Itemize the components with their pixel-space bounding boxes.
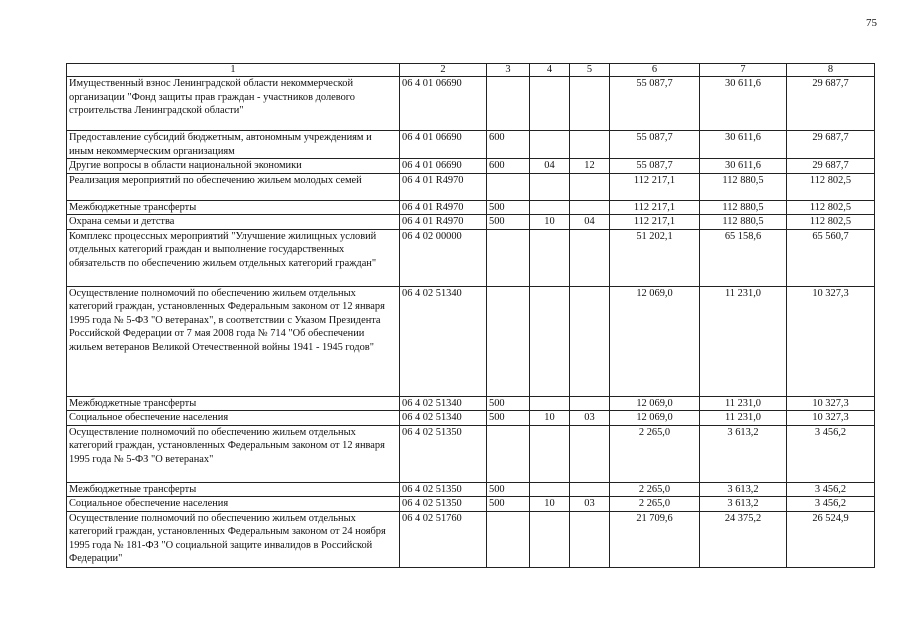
cell-code: 06 4 02 51340 <box>400 396 487 411</box>
cell-c5 <box>570 396 610 411</box>
cell-c5 <box>570 286 610 396</box>
cell-v6: 112 217,1 <box>610 173 700 200</box>
table-row <box>67 411 875 426</box>
table-row <box>67 286 875 396</box>
table-row <box>67 482 875 497</box>
table-row <box>67 131 875 159</box>
cell-v6: 12 069,0 <box>610 286 700 396</box>
cell-v8: 26 524,9 <box>787 511 875 567</box>
cell-v8: 3 456,2 <box>787 482 875 497</box>
cell-code: 06 4 02 51350 <box>400 425 487 482</box>
cell-code: 06 4 01 R4970 <box>400 173 487 200</box>
cell-c3 <box>487 229 530 286</box>
cell-v7: 11 231,0 <box>700 286 787 396</box>
cell-c3: 600 <box>487 159 530 174</box>
cell-c3: 500 <box>487 215 530 230</box>
table-row <box>67 173 875 200</box>
cell-v7: 112 880,5 <box>700 200 787 215</box>
cell-c5: 04 <box>570 215 610 230</box>
cell-v6: 2 265,0 <box>610 425 700 482</box>
cell-v6: 12 069,0 <box>610 411 700 426</box>
cell-c3: 500 <box>487 482 530 497</box>
cell-v8: 65 560,7 <box>787 229 875 286</box>
cell-name: Межбюджетные трансферты <box>67 396 400 411</box>
table-row <box>67 497 875 512</box>
cell-name: Предоставление субсидий бюджетным, автономным учреждениям и иным некоммерческим организациям <box>67 131 400 159</box>
cell-v7: 65 158,6 <box>700 229 787 286</box>
cell-v6: 112 217,1 <box>610 215 700 230</box>
cell-c4: 10 <box>530 215 570 230</box>
cell-code: 06 4 01 06690 <box>400 159 487 174</box>
cell-name: Осуществление полномочий по обеспечению жильем отдельных категорий граждан, установленных Федеральным законом от 12 января 1995 года № 5-ФЗ "О ветеранах" <box>67 425 400 482</box>
cell-v8: 29 687,7 <box>787 131 875 159</box>
cell-v7: 11 231,0 <box>700 396 787 411</box>
page-number: 75 <box>866 17 877 29</box>
cell-v8: 29 687,7 <box>787 159 875 174</box>
cell-c5 <box>570 131 610 159</box>
cell-v8: 112 802,5 <box>787 200 875 215</box>
cell-c4 <box>530 229 570 286</box>
header-row <box>67 64 875 77</box>
table-row <box>67 425 875 482</box>
cell-c4 <box>530 396 570 411</box>
cell-name: Осуществление полномочий по обеспечению жильем отдельных категорий граждан, установленных Федеральным законом от 24 ноября 1995 года № 181-ФЗ "О социальной защите инвалидов в Российской Федерации" <box>67 511 400 567</box>
cell-c4 <box>530 77 570 131</box>
cell-name: Имущественный взнос Ленинградской области некоммерческой организации "Фонд защиты прав граждан - участников долевого строительства Ленинградской области" <box>67 77 400 131</box>
cell-name: Охрана семьи и детства <box>67 215 400 230</box>
budget-table <box>66 63 875 568</box>
table-body <box>67 77 875 568</box>
cell-v8: 10 327,3 <box>787 286 875 396</box>
cell-c4: 04 <box>530 159 570 174</box>
cell-v6: 12 069,0 <box>610 396 700 411</box>
cell-c3: 500 <box>487 396 530 411</box>
header-col-3: 3 <box>487 64 530 77</box>
cell-c4 <box>530 200 570 215</box>
cell-name: Социальное обеспечение населения <box>67 411 400 426</box>
cell-c3 <box>487 425 530 482</box>
cell-name: Социальное обеспечение населения <box>67 497 400 512</box>
table-row <box>67 396 875 411</box>
cell-c3: 500 <box>487 497 530 512</box>
cell-c5 <box>570 173 610 200</box>
cell-name: Комплекс процессных мероприятий "Улучшение жилищных условий отдельных категорий граждан и выполнение государственных обязательств по обеспечению жильем отдельных категорий граждан" <box>67 229 400 286</box>
table-row <box>67 229 875 286</box>
cell-c5 <box>570 511 610 567</box>
cell-c4 <box>530 482 570 497</box>
cell-c3 <box>487 286 530 396</box>
cell-code: 06 4 02 51340 <box>400 286 487 396</box>
cell-c5: 03 <box>570 411 610 426</box>
cell-c4 <box>530 286 570 396</box>
cell-name: Другие вопросы в области национальной экономики <box>67 159 400 174</box>
cell-v7: 3 613,2 <box>700 482 787 497</box>
cell-v8: 3 456,2 <box>787 497 875 512</box>
cell-c5 <box>570 229 610 286</box>
cell-code: 06 4 02 00000 <box>400 229 487 286</box>
cell-code: 06 4 02 51760 <box>400 511 487 567</box>
cell-c3 <box>487 511 530 567</box>
cell-code: 06 4 01 06690 <box>400 131 487 159</box>
cell-name: Осуществление полномочий по обеспечению жильем отдельных категорий граждан, установленных Федеральным законом от 12 января 1995 года № 5-ФЗ "О ветеранах", в соответствии с Указом Президента Российской Федерации от 7 мая 2008 года № 714 "Об обеспечении жильем ветеранов Великой Отечественной войны 1941 - 1945 годов" <box>67 286 400 396</box>
cell-c3: 500 <box>487 200 530 215</box>
cell-c4 <box>530 511 570 567</box>
cell-c5 <box>570 77 610 131</box>
cell-code: 06 4 01 06690 <box>400 77 487 131</box>
header-col-2: 2 <box>400 64 487 77</box>
cell-v7: 3 613,2 <box>700 425 787 482</box>
header-col-7: 7 <box>700 64 787 77</box>
table-row <box>67 511 875 567</box>
cell-c4: 10 <box>530 497 570 512</box>
cell-v8: 112 802,5 <box>787 173 875 200</box>
cell-v8: 3 456,2 <box>787 425 875 482</box>
cell-v7: 30 611,6 <box>700 77 787 131</box>
cell-v6: 2 265,0 <box>610 497 700 512</box>
cell-v6: 55 087,7 <box>610 159 700 174</box>
cell-v7: 3 613,2 <box>700 497 787 512</box>
cell-c5 <box>570 425 610 482</box>
cell-c3 <box>487 173 530 200</box>
cell-code: 06 4 02 51350 <box>400 497 487 512</box>
cell-v7: 112 880,5 <box>700 215 787 230</box>
cell-v6: 55 087,7 <box>610 131 700 159</box>
cell-code: 06 4 02 51350 <box>400 482 487 497</box>
cell-code: 06 4 01 R4970 <box>400 200 487 215</box>
cell-c5 <box>570 200 610 215</box>
cell-c5 <box>570 482 610 497</box>
table-row <box>67 77 875 131</box>
cell-v8: 112 802,5 <box>787 215 875 230</box>
cell-code: 06 4 01 R4970 <box>400 215 487 230</box>
header-col-8: 8 <box>787 64 875 77</box>
header-col-1: 1 <box>67 64 400 77</box>
cell-v8: 10 327,3 <box>787 411 875 426</box>
cell-c4: 10 <box>530 411 570 426</box>
cell-v6: 2 265,0 <box>610 482 700 497</box>
header-col-6: 6 <box>610 64 700 77</box>
cell-v6: 21 709,6 <box>610 511 700 567</box>
header-col-4: 4 <box>530 64 570 77</box>
cell-v7: 11 231,0 <box>700 411 787 426</box>
cell-v6: 55 087,7 <box>610 77 700 131</box>
cell-c5: 03 <box>570 497 610 512</box>
cell-code: 06 4 02 51340 <box>400 411 487 426</box>
cell-c4 <box>530 173 570 200</box>
cell-v7: 30 611,6 <box>700 131 787 159</box>
cell-c3 <box>487 77 530 131</box>
cell-name: Реализация мероприятий по обеспечению жильем молодых семей <box>67 173 400 200</box>
cell-name: Межбюджетные трансферты <box>67 200 400 215</box>
cell-v8: 10 327,3 <box>787 396 875 411</box>
header-col-5: 5 <box>570 64 610 77</box>
table-row <box>67 200 875 215</box>
cell-c4 <box>530 131 570 159</box>
cell-v7: 112 880,5 <box>700 173 787 200</box>
cell-v8: 29 687,7 <box>787 77 875 131</box>
cell-c5: 12 <box>570 159 610 174</box>
table-row <box>67 215 875 230</box>
cell-c4 <box>530 425 570 482</box>
cell-v7: 24 375,2 <box>700 511 787 567</box>
cell-v7: 30 611,6 <box>700 159 787 174</box>
cell-c3: 600 <box>487 131 530 159</box>
cell-v6: 112 217,1 <box>610 200 700 215</box>
cell-name: Межбюджетные трансферты <box>67 482 400 497</box>
cell-c3: 500 <box>487 411 530 426</box>
cell-v6: 51 202,1 <box>610 229 700 286</box>
table-row <box>67 159 875 174</box>
